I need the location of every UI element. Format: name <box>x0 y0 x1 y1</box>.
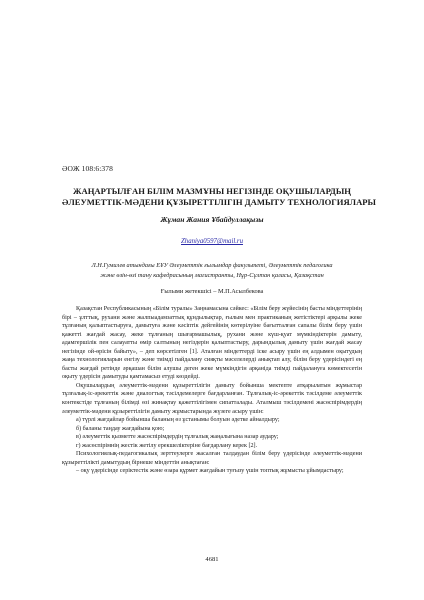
affiliation-line-2: және өзін-өзі тану кафедрасының магистранты, Нұр-Сұлтан қаласы, Қазақстан <box>100 271 324 279</box>
list-item-b: б) баланы таңдау жағдайына қою; <box>76 425 165 432</box>
udc-code: ӘОЖ 108:6:378 <box>62 164 113 173</box>
paragraph-1: Қазақстан Республикасының «Білім туралы» Заңнамасына сәйкес: «Білім беру жүйесінің басты міндеттерінің бірі – ұлттық, рухани және жалпыадамзаттық құндылықтар, ғылым мен практиканың жетістіктері арқылы жеке тұлғаның қалыптастыруға, дамытуға және кәсіптік дейгейінің көтерілуіне бағытталған сапалы білім беру үшін қажетті жағдай жасау, жеке тұлғаның шығармашылық, рухани және күш-қуат мүмкіндіктерін дамыту, адамгершілік пен салауатты өмір салтының негіздерін қалыптастыру, дарындылық дамыту үшін жағдай жасау негізінде ой-өрісін байыту», – деп көрсетілген [1]. Аталған міндеттерді іске асыру үшін ең алдымен оқытудың жаңа технологияларын енгізу және тиімді пайдалану сияқты мәселелерді анықтап алу, білім беру үдерісіндегі ең басты жағдай ретінде әрқашан білім алушы деген жеке мүмкіндігін арқаніда тиімді пайдалануға көмектесетін оқыту үдерісін дамытуды қамтамасыз етуді көздейді. <box>62 306 362 381</box>
author-email-link[interactable]: Zhaniya0597@mail.ru <box>181 238 243 245</box>
article-title <box>62 186 376 208</box>
affiliation-line-1: Л.Н.Гумилев атындағы ЕҰУ Әлеуметтік ғылымдар факультеті, Әлеуметтік педагогика <box>91 262 333 269</box>
page-number: 4681 <box>205 556 219 563</box>
list-item-a: а) түрлі жағдайлар бойынша баланың өз ұстанымы болуын әдетке айналдыру; <box>76 417 280 424</box>
title-line-1: ЖАҢАРТЫЛҒАН БІЛІМ МАЗМҰНЫ НЕГІЗІНДЕ ОҚУШЫЛАРДЫҢ <box>73 186 351 196</box>
article-body <box>62 305 362 476</box>
author-name: Жұман Жания Ұбайдуллақызы <box>160 215 264 224</box>
list-item-d: г) жасөспірімнің жестік жетілу ерекшеліктеріне бағдарлану керек [2]. <box>76 442 258 449</box>
affiliation <box>62 261 362 280</box>
paragraph-2: Оқушылардың әлеуметтік-мәдени құзыреттілігін дамыту бойынша мектепте атқарылатын жұмыстар тұлғалық-іс-әрекеттік және диалогтық тәсілдемелерге бағдарланған. Тұлғалық-іс-әрекеттік тәсілдеме әлеуметтік контекстіде тұлғаның білімді өзі жинақтау қажеттілігімен сипатталады. Аталмыш тәсілдемені жасөспірімдердің әлеуметтік-мәдени құзыреттілігін дамыту жұмыстарында жүзеге асыру үшін: <box>62 382 362 415</box>
paragraph-3: Психологиялық-педагогикалық зерттеулерге жасалған талдаудан білім беру үдерісінде әлеуметтік-мәдени құзыреттілікті дамытудың бірнеше міндеттін анықтаған: <box>62 451 362 466</box>
dash-list-item: – оқу үдерісінде серіктестік және өзара құрмет жағдайын туғызу үшін топтық жұмысты ұйымдастыру; <box>76 468 344 475</box>
list-item-c: в) әлеуметтік қызметте жасөспірімдердің тұлғалық жаңалығына назар аудару; <box>76 434 279 441</box>
scientific-supervisor: Ғылыми жетекшісі – М.П.Асылбекова <box>160 288 264 295</box>
title-line-2: ӘЛЕУМЕТТІК-МӘДЕНИ ҚҰЗЫРЕТТІЛІГІН ДАМЫТУ ТЕХНОЛОГИЯЛАРЫ <box>62 197 376 207</box>
